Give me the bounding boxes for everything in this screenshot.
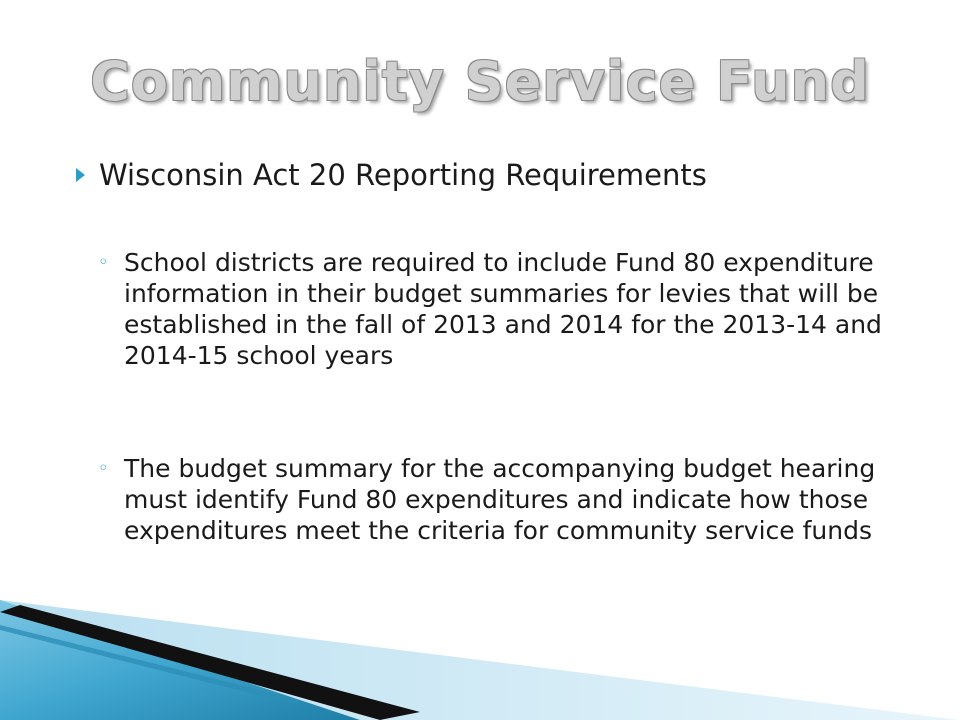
slide-title: Community Service Fund xyxy=(90,50,870,113)
sub-bullet-text-1: School districts are required to include Fund 80 expenditure information in their budget summaries for levies that will be established in the fall of 2013 and 2014 for the 2013-14 and 2014-15 school years xyxy=(124,248,882,370)
sub-bullet-text-2: The budget summary for the accompanying budget hearing must identify Fund 80 expenditures and indicate how those expenditures meet the criteria for community service funds xyxy=(124,454,876,545)
circle-bullet-icon: ◦ xyxy=(98,458,109,479)
main-bullet-text: Wisconsin Act 20 Reporting Requirements xyxy=(99,158,707,192)
circle-bullet-icon: ◦ xyxy=(98,252,109,273)
